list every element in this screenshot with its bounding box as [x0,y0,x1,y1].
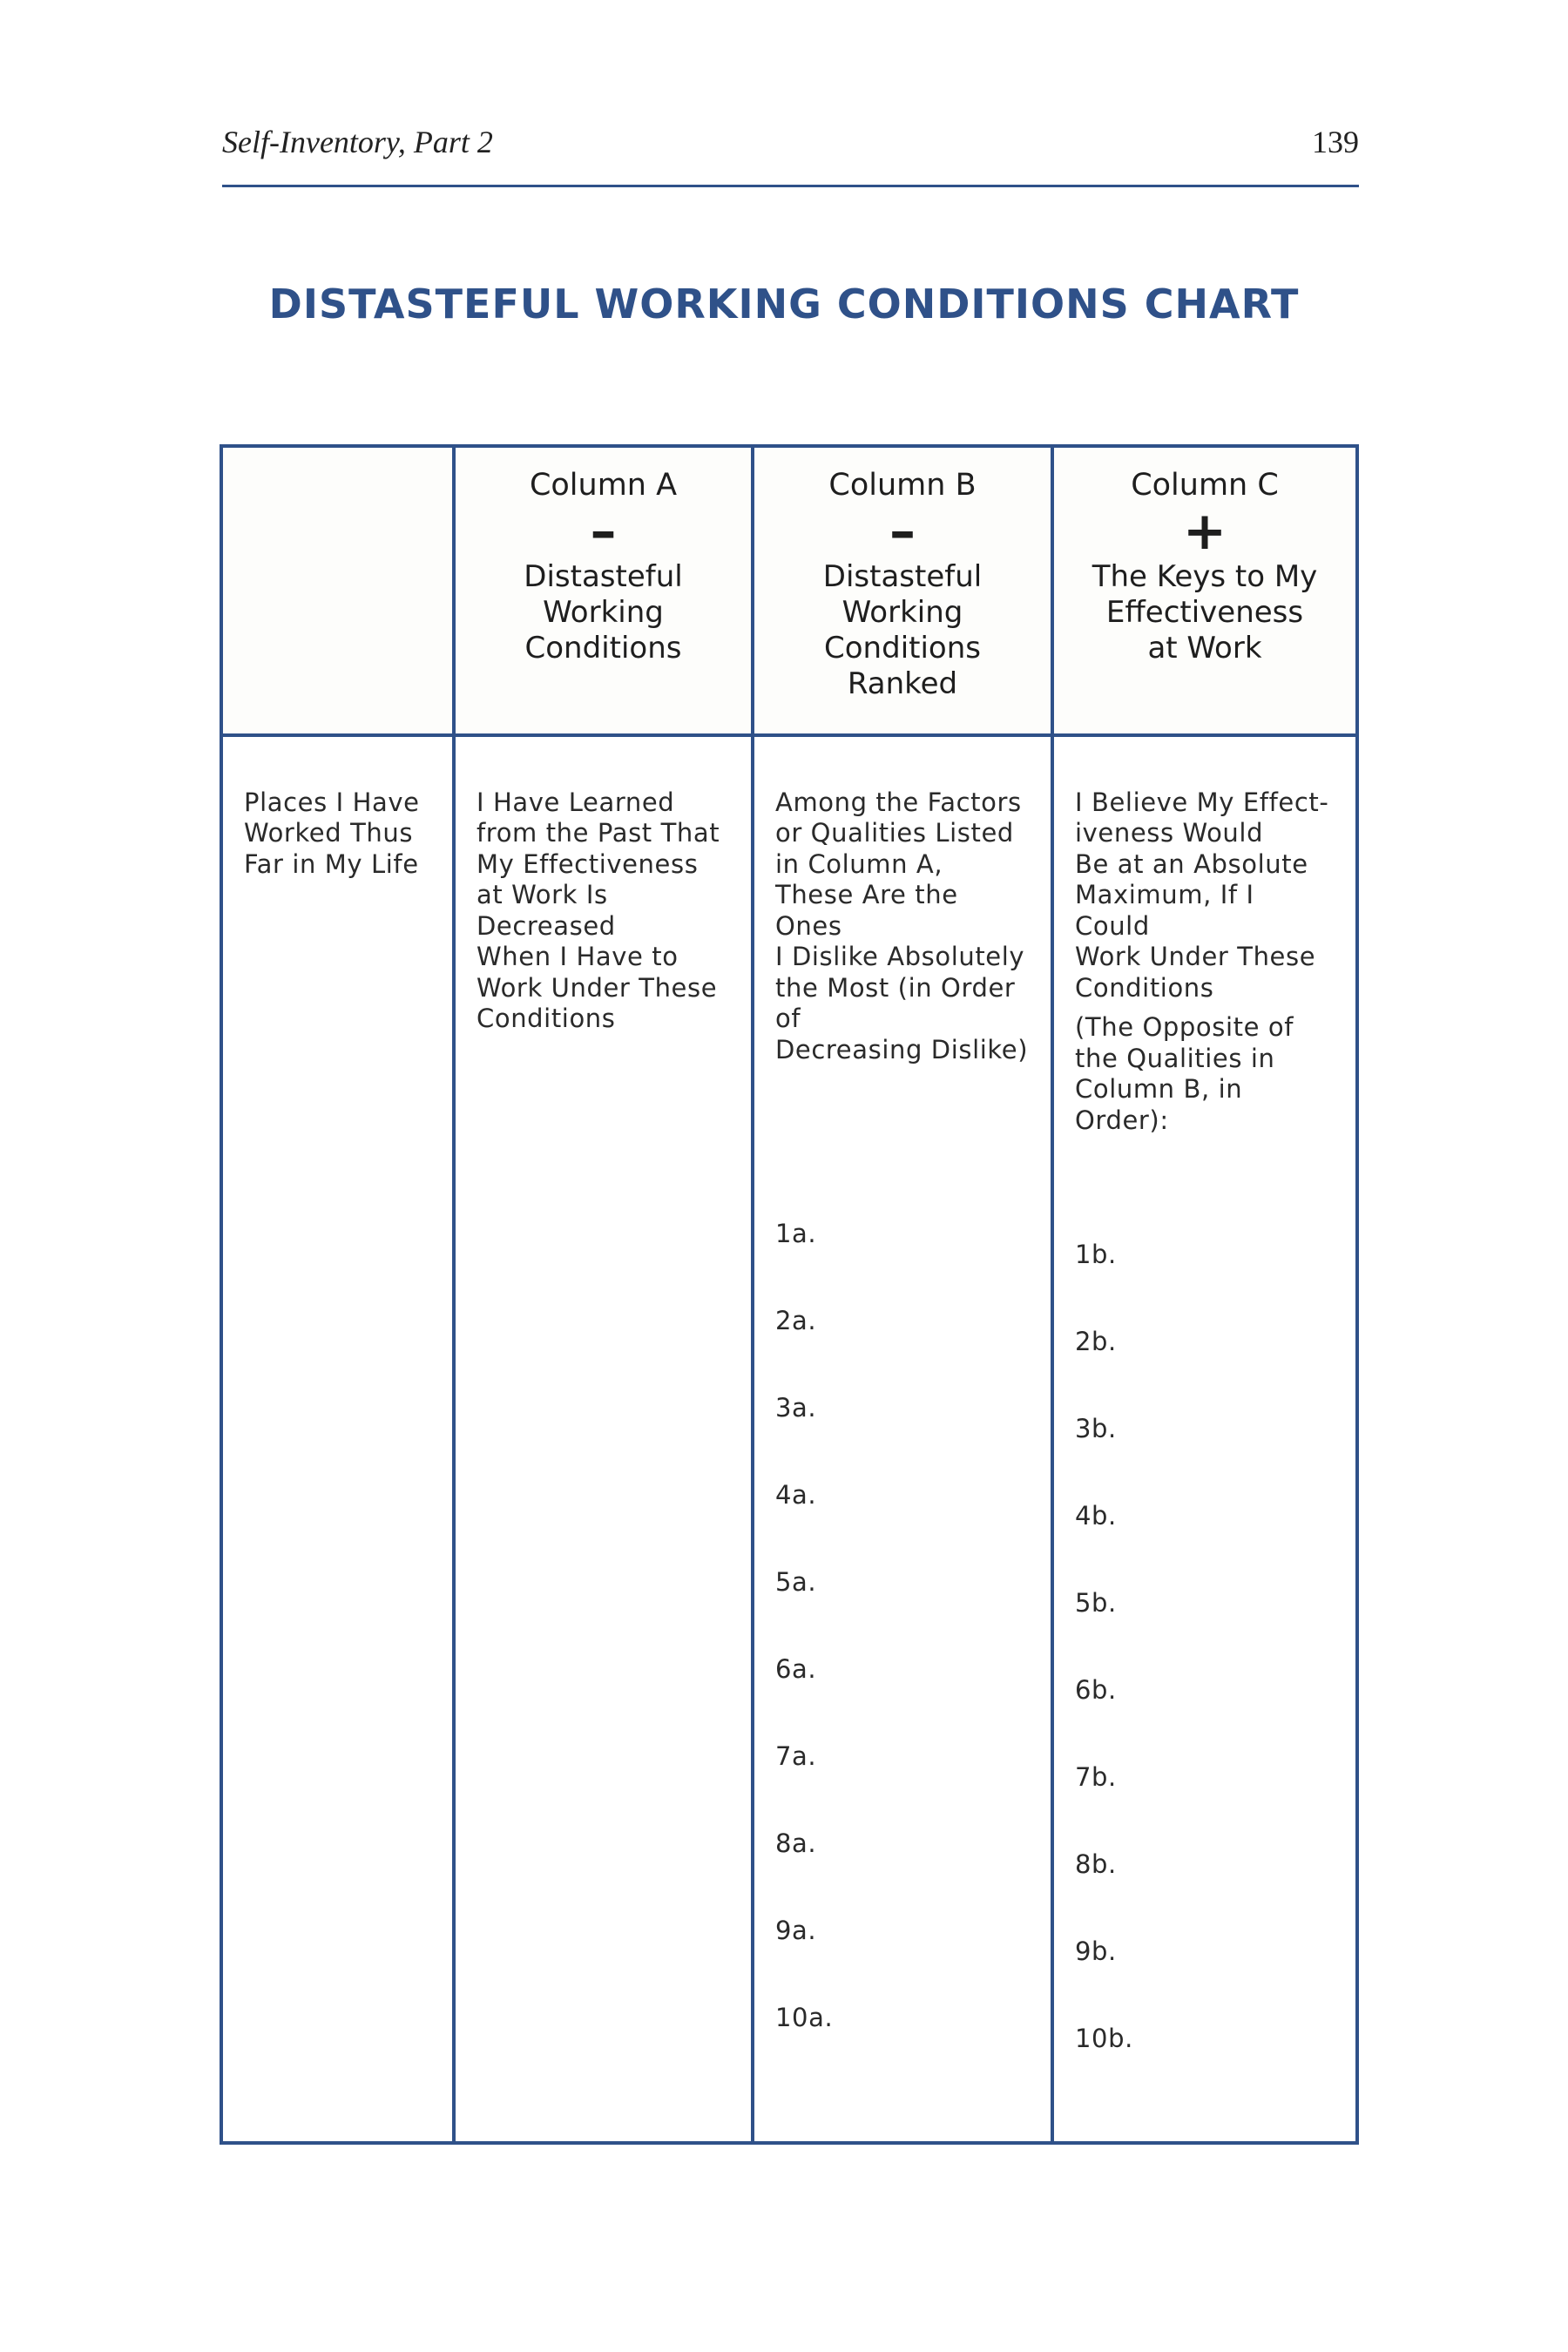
body-row [221,735,1357,2143]
column-a-body [454,735,753,2143]
list-item: 7a. [775,1741,817,1771]
list-item: 3a. [775,1393,817,1423]
column-b-body [753,735,1052,2143]
list-item: 5a. [775,1567,817,1597]
column-b-ranked-list [775,1188,1031,2091]
header-row [221,446,1357,735]
list-item: 10a. [775,2003,834,2032]
list-item: 3b. [1075,1413,1117,1443]
list-item: 1b. [1075,1239,1117,1269]
column-c-keys-list [1075,1208,1336,2111]
list-item: 9b. [1075,1936,1117,1966]
running-head [222,120,1359,164]
list-item: 6b. [1075,1674,1117,1705]
conditions-chart-table [220,444,1359,2145]
column-b-label: Column B [828,468,977,503]
list-item: 2b. [1075,1326,1117,1356]
list-item: 4a. [775,1480,817,1510]
chart-title: DISTASTEFUL WORKING CONDITIONS CHART [268,280,1300,328]
header-rule [222,185,1359,187]
column-a-header [454,446,753,735]
column-a-description: Distasteful Working Conditions [524,559,683,666]
list-item: 8b. [1075,1848,1117,1879]
column-c-header [1052,446,1357,735]
list-item: 1a. [775,1219,817,1248]
list-item: 2a. [775,1306,817,1335]
list-item: 6a. [775,1654,817,1684]
list-item: 9a. [775,1916,817,1945]
list-item: 5b. [1075,1587,1117,1618]
column-a-label: Column A [529,468,678,503]
plus-sign-icon: + [1182,501,1227,562]
minus-sign-icon: – [590,501,617,562]
list-item: 7b. [1075,1761,1117,1792]
blank-header-cell [221,446,454,735]
column-a-instructions: I Have Learned from the Past That My Effectiveness at Work Is Decreased When I Have to Work Under These Conditions [476,787,720,1033]
minus-sign-icon: – [889,501,916,562]
column-c-description: The Keys to My Effectiveness at Work [1092,559,1318,666]
running-title: Self-Inventory, Part 2 [222,125,493,159]
column-c-note: (The Opposite of the Qualities in Column B, in Order): [1075,1012,1294,1135]
list-item: 8a. [775,1828,817,1858]
column-c-body [1052,735,1357,2143]
column-b-header [753,446,1052,735]
places-worked-label: Places I Have Worked Thus Far in My Life [244,787,420,879]
column-c-instructions: I Believe My Effect- iveness Would Be at an Absolute Maximum, If I Could Work Under These Conditions [1075,787,1329,1003]
list-item: 10b. [1075,2023,1133,2053]
column-b-description: Distasteful Working Conditions Ranked [822,559,983,701]
places-worked-cell [221,735,454,2143]
page-number: 139 [1312,125,1359,159]
list-item: 4b. [1075,1500,1117,1531]
column-b-instructions: Among the Factors or Qualities Listed in Column A, These Are the Ones I Dislike Absolutely the Most (in Order of Decreasing Dislike) [775,787,1029,1064]
column-c-label: Column C [1131,468,1279,503]
